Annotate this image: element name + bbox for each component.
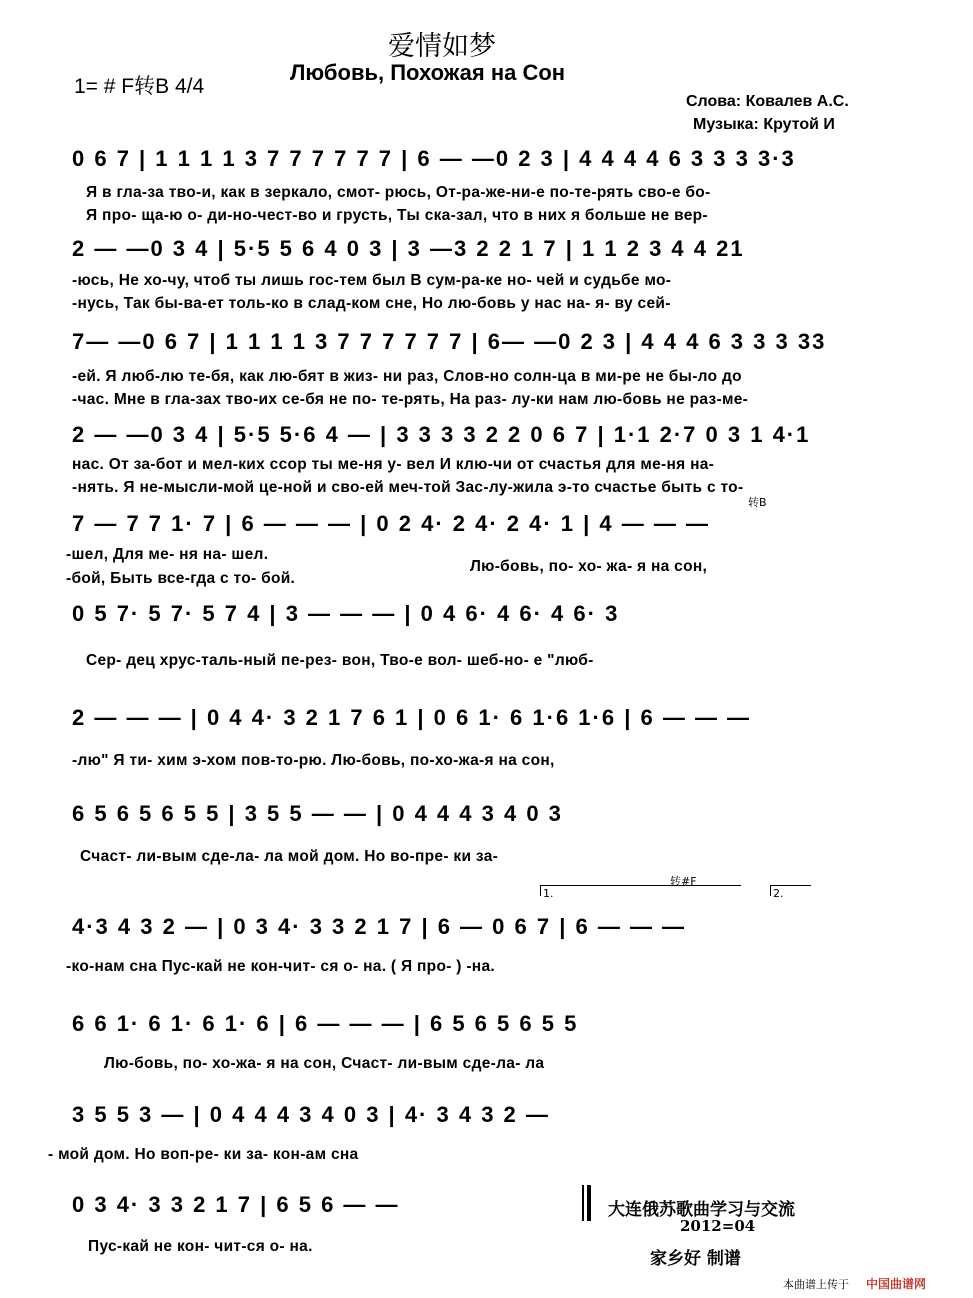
notation-row: 2 — —0 3 4 | 5·5 5 6 4 0 3 | 3 —3 2 2 1 7 | 1 1 2 3 4 4 21: [72, 236, 745, 261]
lyric-line: -бой, Быть все-гда с то- бой.: [66, 570, 296, 587]
site-logo[interactable]: 中国曲谱网: [866, 1277, 927, 1291]
notation-row: 0 6 7 | 1 1 1 1 3 7 7 7 7 7 7 | 6 — —0 2 3 | 4 4 4 4 6 3 3 3 3·3: [72, 146, 796, 171]
lyric-line: Лю-бовь, по- хо- жа- я на сон,: [470, 558, 708, 575]
lyric-line: Сер- дец хрус-таль-ный пе-рез- вон, Тво-е вол- шеб-но- е "люб-: [86, 652, 594, 669]
notation-row: 4·3 4 3 2 — | 0 3 4· 3 3 2 1 7 | 6 — 0 6 7 | 6 — — —: [72, 914, 687, 939]
key-signature: 1= # F转B 4/4: [74, 75, 205, 98]
song-title-chinese: 爱情如梦: [388, 31, 496, 62]
volta-first-label: 1.: [543, 887, 554, 900]
notation-row: 6 6 1· 6 1· 6 1· 6 | 6 — — — | 6 5 6 5 6 5 5: [72, 1011, 579, 1036]
notation-row: 6 5 6 5 6 5 5 | 3 5 5 — — | 0 4 4 4 3 4 0 3: [72, 801, 563, 826]
lyric-line: -шел, Для ме- ня на- шел.: [66, 546, 269, 563]
lyric-line: -ко-нам сна Пус-кай не кон-чит- ся о- на. ( Я про- ) -на.: [66, 958, 495, 975]
notation-row: 7— —0 6 7 | 1 1 1 1 3 7 7 7 7 7 7 | 6— —0 2 3 | 4 4 4 6 3 3 3 33: [72, 329, 827, 354]
volta-second-label: 2.: [773, 887, 784, 900]
lyric-line: -юсь, Не хо-чу, чтоб ты лишь гос-тем был В сум-ра-ке но- чей и судьбе мо-: [72, 272, 672, 289]
lyric-line: Пус-кай не кон- чит-ся о- на.: [88, 1238, 313, 1255]
notation-row: 3 5 5 3 — | 0 4 4 4 3 4 0 3 | 4· 3 4 3 2 —: [72, 1102, 550, 1127]
lyric-line: Лю-бовь, по- хо-жа- я на сон, Счаст- ли-вым сде-ла- ла: [104, 1055, 545, 1072]
publish-date: 2012=04: [680, 1217, 756, 1235]
lyric-line: -нусь, Так бы-ва-ет толь-ко в слад-ком сне, Но лю-бовь у нас на- я- ву сей-: [72, 295, 671, 312]
lyrics-credit: Слова: Ковалев А.С.: [686, 93, 849, 110]
lyric-line: Счаст- ли-вым сде-ла- ла мой дом. Но во-пре- ки за-: [80, 848, 499, 865]
music-credit: Музыка: Крутой И: [693, 116, 835, 133]
lyric-line: -час. Мне в гла-зах тво-их се-бя не по- те-рять, На раз- лу-ки нам лю-бовь не раз-ме-: [72, 391, 749, 408]
final-barline-thick: [587, 1185, 591, 1221]
lyric-line: Я в гла-за тво-и, как в зеркало, смот- рюсь, От-ра-же-ни-е по-те-рять сво-е бо-: [86, 184, 711, 201]
lyric-line: Я про- ща-ю о- ди-но-чест-во и грусть, Ты ска-зал, что в них я больше не вер-: [86, 207, 708, 224]
lyric-line: -ей. Я люб-лю те-бя, как лю-бят в жиз- ни раз, Слов-но солн-ца в ми-ре не бы-ло до: [72, 368, 742, 385]
notation-row: 2 — —0 3 4 | 5·5 5·6 4 — | 3 3 3 3 2 2 0 6 7 | 1·1 2·7 0 3 1 4·1: [72, 422, 811, 447]
lyric-line: нас. От за-бот и мел-ких ссор ты ме-ня у- вел И клю-чи от счастья для ме-ня на-: [72, 456, 715, 473]
notation-row: 7 — 7 7 1· 7 | 6 — — — | 0 2 4· 2 4· 2 4· 1 | 4 — — —: [72, 511, 710, 536]
song-title-russian: Любовь, Похожая на Сон: [290, 60, 566, 85]
final-barline: [582, 1185, 584, 1221]
notation-row: 0 3 4· 3 3 2 1 7 | 6 5 6 — —: [72, 1192, 400, 1217]
lyric-line: -лю" Я ти- хим э-хом пов-то-рю. Лю-бовь, по-хо-жа-я на сон,: [72, 752, 555, 769]
lyric-line: - мой дом. Но воп-ре- ки за- кон-ам сна: [48, 1146, 359, 1163]
arranger-credit: 家乡好 制谱: [650, 1249, 741, 1269]
volta-first-ending: [540, 885, 741, 896]
publisher-name: 大连俄苏歌曲学习与交流: [608, 1200, 795, 1220]
key-change-mark: 转B: [748, 496, 767, 509]
lyric-line: -нять. Я не-мысли-мой це-ной и сво-ей меч-той Зас-лу-жила э-то счастье быть с то-: [72, 479, 744, 496]
notation-row: 2 — — — | 0 4 4· 3 2 1 7 6 1 | 0 6 1· 6 1·6 1·6 | 6 — — —: [72, 705, 752, 730]
key-change-mark: 转#F: [670, 875, 697, 888]
notation-row: 0 5 7· 5 7· 5 7 4 | 3 — — — | 0 4 6· 4 6· 4 6· 3: [72, 601, 620, 626]
upload-note: 本曲谱上传于: [783, 1278, 849, 1291]
